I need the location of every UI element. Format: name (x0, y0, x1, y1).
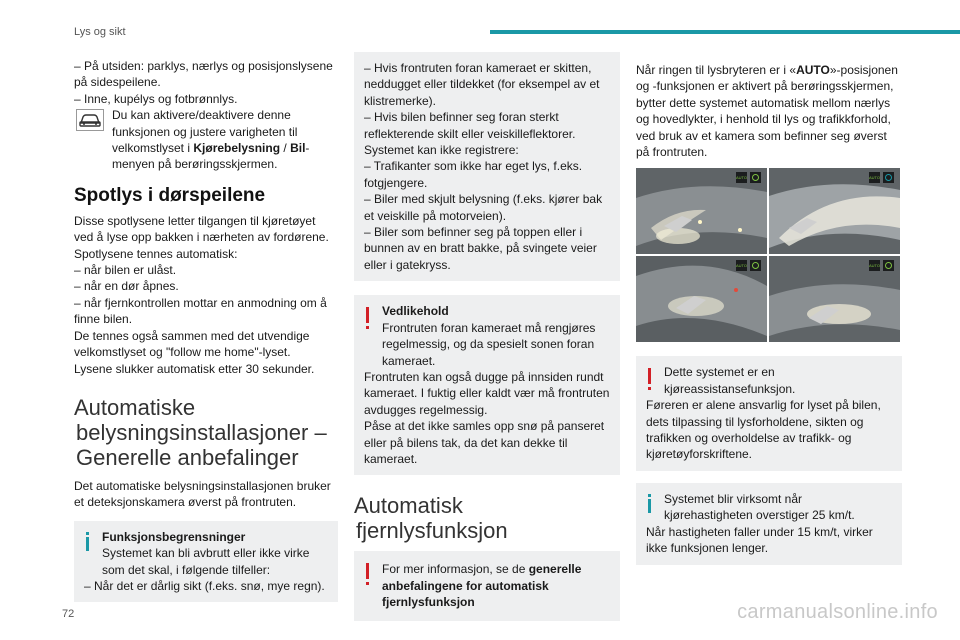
warning-box-driver-responsibility (636, 356, 902, 470)
header-accent-bar (490, 30, 960, 34)
heading-auto-high-beam-line2: fjernlysfunksjon (356, 518, 508, 544)
heading-mirror-spotlights: Spotlys i dørspeilene (74, 184, 266, 206)
limitation-item: – Hvis bilen befinner seg foran sterkt reflekterende skilt eller veiskilleflektorer. (364, 110, 576, 141)
limitations-title: Funksjonsbegrensninger (102, 529, 246, 544)
warning-icon (366, 307, 369, 323)
settings-paragraph (74, 107, 338, 173)
warning-line: Dette systemet er en kjøreassistansefunksjon. (664, 365, 796, 396)
limitations-line: – Når det er dårlig sikt (f.eks. snø, mye regn). (84, 578, 325, 593)
warning-box-reference (354, 551, 620, 620)
spot-line: Lysene slukker automatisk etter 30 sekunder. (74, 361, 315, 376)
auto-indicator-label: AUTO (868, 175, 881, 181)
illustration-low-beam-oncoming (636, 168, 767, 254)
heading-auto-high-beam-line1: Automatisk (354, 493, 463, 519)
info-line: Når hastigheten faller under 15 km/t, virker ikke funksjonen lenger. (646, 524, 873, 556)
limitations-continued-box (354, 52, 620, 281)
auto-lighting-paragraph: Det automatiske belysningsinstallasjonen bruker et deteksjonskamera øverst på frontruten. (74, 478, 331, 510)
high-beam-text: Når ringen til lysbryteren er i « (636, 63, 797, 77)
info-box-limitations (74, 521, 338, 603)
limitation-item: – Biler med skjult belysning (f.eks. kjører bak et veiskille på motorveien). (364, 192, 603, 223)
high-beam-text-end: »-posisjonen og -funksjonen er aktivert på berøringsskjermen, bytter dette systemet automatisk mellom nærlys og hovedlykter, i henhold til lys og trafikkforhold, ved bruk av et kamera som befinner seg øverst på frontruten. (636, 63, 898, 160)
illustration-low-beam-following (636, 256, 767, 342)
auto-indicator-label: AUTO (735, 263, 748, 269)
menu-separator: / (280, 141, 291, 156)
heading-auto-high-beam (354, 493, 620, 543)
reference-link-text: generelle anbefalingene for automatisk fjernlysfunksjon (382, 562, 582, 610)
limitation-item: – Biler som befinner seg på toppen eller i bunnen av en bratt bakke, på svingete veier eller i gatekryss. (364, 225, 597, 272)
column-3 (636, 62, 902, 565)
spot-line: – når fjernkontrollen mottar en anmodning om å finne bilen. (74, 295, 327, 327)
spot-line: De tennes også sammen med det utvendige velkomstlyset og "follow me home"-lyset. (74, 328, 310, 360)
auto-keyword: AUTO (796, 63, 830, 77)
limitations-line: Systemet kan bli avbrutt eller ikke virke som det skal, i følgende tilfeller: (102, 546, 310, 577)
running-header: Lys og sikt (74, 26, 126, 38)
limitation-item: Systemet kan ikke registrere: (364, 143, 519, 158)
illustration-low-beam-curve (769, 256, 900, 342)
reference-text: For mer informasjon, se de (382, 562, 529, 577)
spot-line: – når en dør åpnes. (74, 279, 179, 294)
settings-text: Du kan aktivere/deaktivere denne funksjonen og justere varigheten til velkomstlyset i (112, 108, 298, 156)
info-icon (86, 537, 89, 551)
maintenance-line: Påse at det ikke samles opp snø på panseret eller på bilens tak, da det kan dekke til kameraet. (364, 419, 605, 466)
maintenance-line: Frontruten kan også dugge på innsiden rundt kameraet. I fuktig eller kaldt vær må frontruten avdugges regelmessig. (364, 369, 610, 417)
warning-line: Føreren er alene ansvarlig for lyset på bilen, dets tilpassing til lysforholdene, sikten og trafikken og overholdelse av trafikk- og kjøretøyforskriftene. (646, 398, 881, 462)
intro-line: – Inne, kupélys og fotbrønnlys. (74, 91, 238, 106)
warning-icon (648, 368, 651, 384)
warning-icon (366, 563, 369, 579)
menu-name-car: Bil (290, 141, 306, 156)
info-box-speed (636, 483, 902, 565)
spot-line: Spotlysene tennes automatisk: (74, 246, 238, 261)
heading-auto-lighting (74, 395, 338, 470)
illustration-high-beam-empty-road (769, 168, 900, 254)
column-2 (354, 52, 620, 621)
heading-auto-lighting-line1: Automatiske (74, 394, 196, 420)
high-beam-paragraph (636, 62, 902, 160)
auto-indicator-label: AUTO (735, 175, 748, 181)
maintenance-title: Vedlikehold (382, 304, 449, 319)
warning-box-maintenance (354, 295, 620, 475)
watermark: carmanualsonline.info (737, 601, 938, 623)
limitation-item: – Trafikanter som ikke har eget lys, f.eks. fotgjengere. (364, 159, 583, 190)
menu-name-lighting: Kjørebelysning (193, 141, 281, 156)
column-1 (74, 58, 338, 602)
car-settings-icon (76, 109, 104, 131)
info-icon (648, 499, 651, 513)
info-line: Systemet blir virksomt når kjørehastigheten overstiger 25 km/t. (664, 491, 855, 523)
maintenance-line: Frontruten foran kameraet må rengjøres regelmessig, og da spesielt sonen foran kameraet. (382, 320, 596, 368)
intro-line: – På utsiden: parklys, nærlys og posisjonslysene på sidespeilene. (74, 59, 333, 90)
settings-text-end: -menyen på berøringsskjermen. (112, 141, 310, 172)
page-number: 72 (62, 608, 75, 620)
heading-auto-lighting-line2: belysningsinstallasjoner – Generelle anbefalinger (76, 419, 327, 470)
spot-line: Disse spotlysene letter tilgangen til kjøretøyet ved å lyse opp bakken i nærheten av fordørene. (74, 213, 329, 245)
illustration-grid (636, 168, 900, 342)
auto-indicator-label: AUTO (868, 263, 881, 269)
limitation-item: – Hvis frontruten foran kameraet er skitten, neddugget eller tildekket (for eksempel av et klistremerke). (364, 61, 600, 108)
spot-line: – når bilen er ulåst. (74, 263, 177, 278)
